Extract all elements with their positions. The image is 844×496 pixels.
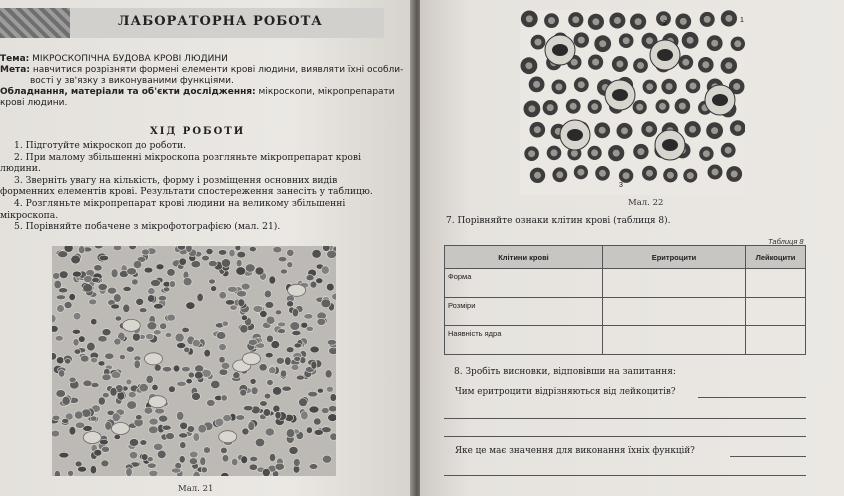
goal-text-continued: вості у зв'язку з виконуваними функціями. bbox=[30, 76, 234, 86]
question-7: 7. Порівняйте ознаки клітин крові (таблиця 8). bbox=[446, 216, 671, 226]
table-cell-empty bbox=[603, 269, 746, 298]
figure-label-3: 3 bbox=[619, 182, 623, 189]
equipment-label: Обладнання, матеріали та об'єкти дослідження: bbox=[0, 87, 256, 97]
answer-line bbox=[444, 475, 806, 476]
step-line: 4. Розгляньте мікропрепарат крові людини на великому збільшенні bbox=[14, 197, 346, 209]
figure-22-caption: Мал. 22 bbox=[628, 198, 664, 208]
table-row-label: Наявність ядра bbox=[445, 326, 603, 355]
table-header-row bbox=[445, 246, 806, 269]
figure-label-2: 2 bbox=[663, 20, 667, 27]
header-title: ЛАБОРАТОРНА РОБОТА bbox=[118, 14, 323, 29]
step-line: 2. При малому збільшенні мікроскопа розгляньте мікропрепарат крові bbox=[14, 151, 362, 163]
table-header-cell: Еритроцити bbox=[603, 246, 746, 269]
table-cell-empty bbox=[603, 297, 746, 326]
step-line: форменних елементів крові. Результати спостереження занесіть у таблицю. bbox=[0, 186, 373, 198]
answer-line bbox=[698, 397, 806, 398]
table-row bbox=[445, 297, 806, 326]
table-cell-empty bbox=[746, 326, 806, 355]
table-cell-empty bbox=[746, 297, 806, 326]
step-line: людини. bbox=[0, 163, 41, 175]
question-8-1: Чим еритроцити відрізняються від лейкоцитів? bbox=[455, 387, 676, 397]
topic-block bbox=[0, 54, 404, 109]
equipment-text-continued: крові людини. bbox=[0, 98, 68, 108]
question-8: 8. Зробіть висновки, відповівши на запитання: bbox=[454, 367, 676, 377]
table-row bbox=[445, 269, 806, 298]
section-title: ХІД РОБОТИ bbox=[150, 126, 246, 137]
step-line: 1. Підготуйте мікроскоп до роботи. bbox=[14, 140, 187, 151]
table-cell-empty bbox=[603, 326, 746, 355]
table-row bbox=[445, 326, 806, 355]
figure-21-caption: Мал. 21 bbox=[178, 484, 214, 494]
answer-line bbox=[444, 418, 806, 419]
goal-text: навчитися розрізняти формені елементи крові людини, виявляти їхні особли- bbox=[32, 65, 404, 75]
table-header-cell: Клітини крові bbox=[445, 246, 603, 269]
topic-text: МІКРОСКОПІЧНА БУДОВА КРОВІ ЛЮДИНИ bbox=[32, 54, 228, 64]
comparison-table bbox=[444, 245, 806, 355]
topic-label: Тема: bbox=[0, 54, 30, 64]
question-8-2: Яке це має значення для виконання їхніх функцій? bbox=[455, 446, 695, 456]
steps-list bbox=[0, 140, 395, 233]
header-thumbnail-image bbox=[0, 8, 70, 38]
blood-smear-illustration bbox=[520, 10, 745, 195]
step-line: 5. Порівняйте побачене з мікрофотографією (мал. 21). bbox=[14, 221, 281, 233]
goal-label: Мета: bbox=[0, 65, 30, 75]
left-page bbox=[0, 0, 414, 496]
table-header-cell: Лейкоцити bbox=[746, 246, 806, 269]
figure-label-1: 1 bbox=[740, 17, 744, 24]
blood-micrograph-image bbox=[52, 246, 336, 476]
equipment-text: мікроскопи, мікропрепарати bbox=[258, 87, 395, 97]
answer-line bbox=[730, 456, 806, 457]
table-cell-empty bbox=[746, 269, 806, 298]
step-line: 3. Зверніть увагу на кількість, форму і розміщення основних видів bbox=[14, 174, 338, 186]
table-row-label: Форма bbox=[445, 269, 603, 298]
table-row-label: Розміри bbox=[445, 297, 603, 326]
step-line: мікроскопа. bbox=[0, 209, 59, 221]
table-caption: Таблиця 8 bbox=[768, 237, 804, 246]
answer-line bbox=[444, 436, 806, 437]
